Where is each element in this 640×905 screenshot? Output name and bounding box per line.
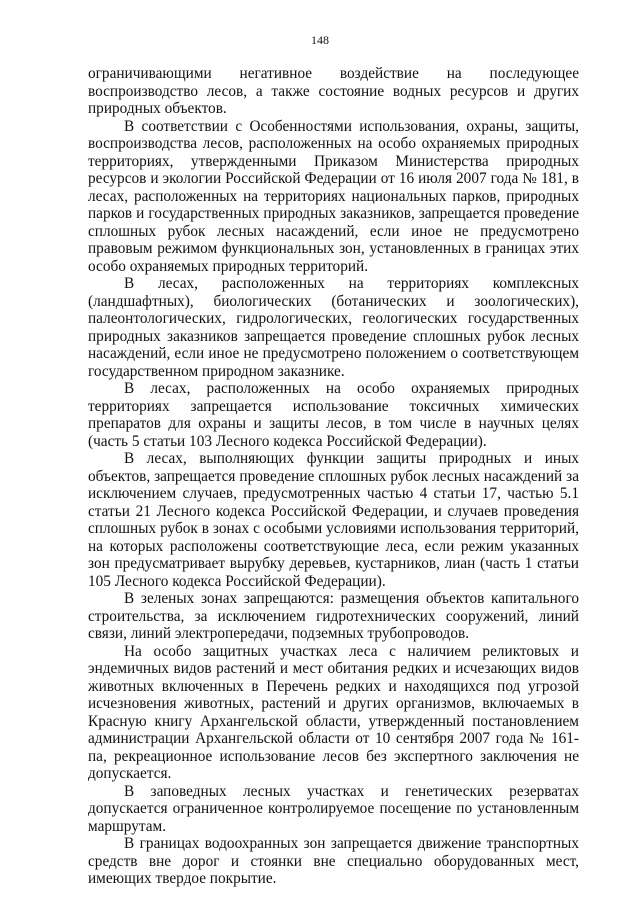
document-body: [88, 65, 579, 888]
paragraph-5: В лесах, выполняющих функции защиты природных и иных объектов, запрещается проведение сплошных рубок лесных насаждений за исключением случаев, предусмотренных частью 4 статьи 17, частью 5.1 статьи 21 Лесного кодекса Российской Федерации, и случаев проведения сплошных рубок в зонах с особыми условиями использования территорий, на которых расположены соответствующие леса, если режим указанных зон предусматривает вырубку деревьев, кустарников, лиан (часть 1 статьи 105 Лесного кодекса Российской Федерации).: [88, 450, 579, 590]
paragraph-1: ограничивающими негативное воздействие на последующее воспроизводство лесов, а также состояние водных ресурсов и других природных объектов.: [88, 65, 579, 117]
paragraph-8: В заповедных лесных участках и генетических резерватах допускается ограниченное контролируемое посещение по установленным маршрутам.: [88, 782, 579, 835]
page-number: 148: [311, 33, 329, 47]
paragraph-9: В границах водоохранных зон запрещается движение транспортных средств вне дорог и стоянки вне специально оборудованных мест, имеющих твердое покрытие.: [88, 835, 579, 887]
paragraph-2: В соответствии с Особенностями использования, охраны, защиты, воспроизводства лесов, расположенных на особо охраняемых природных территориях, утвержденными Приказом Министерства природных ресурсов и экологии Российской Федерации от 16 июля 2007 года № 181, в лесах, расположенных на территориях национальных парков, природных парков и государственных природных заказников, запрещается проведение сплошных рубок лесных насаждений, если иное не предусмотрено правовым режимом функциональных зон, установленных в границах этих особо охраняемых природных территорий.: [88, 117, 579, 275]
paragraph-6: В зеленых зонах запрещаются: размещения объектов капитального строительства, за исключением гидротехнических сооружений, линий связи, линий электропередачи, подземных трубопроводов.: [88, 590, 579, 642]
paragraph-3: В лесах, расположенных на территориях комплексных (ландшафтных), биологических (ботанических и зоологических), палеонтологических, гидрологических, геологических государственных природных заказников запрещается проведение сплошных рубок лесных насаждений, если иное не предусмотрено положением о соответствующем государственном природном заказнике.: [88, 275, 579, 380]
paragraph-7: На особо защитных участках леса с наличием реликтовых и эндемичных видов растений и мест обитания редких и исчезающих видов животных включенных в Перечень редких и находящихся под угрозой исчезновения животных, растений и других организмов, включаемых в Красную книгу Архангельской области, утвержденный постановлением администрации Архангельской области от 10 сентября 2007 года № 161-па, рекреационное использование лесов без экспертного заключения не допускается.: [88, 642, 579, 782]
paragraph-4: В лесах, расположенных на особо охраняемых природных территориях запрещается использование токсичных химических препаратов для охраны и защиты лесов, в том числе в научных целях (часть 5 статьи 103 Лесного кодекса Российской Федерации).: [88, 380, 579, 450]
